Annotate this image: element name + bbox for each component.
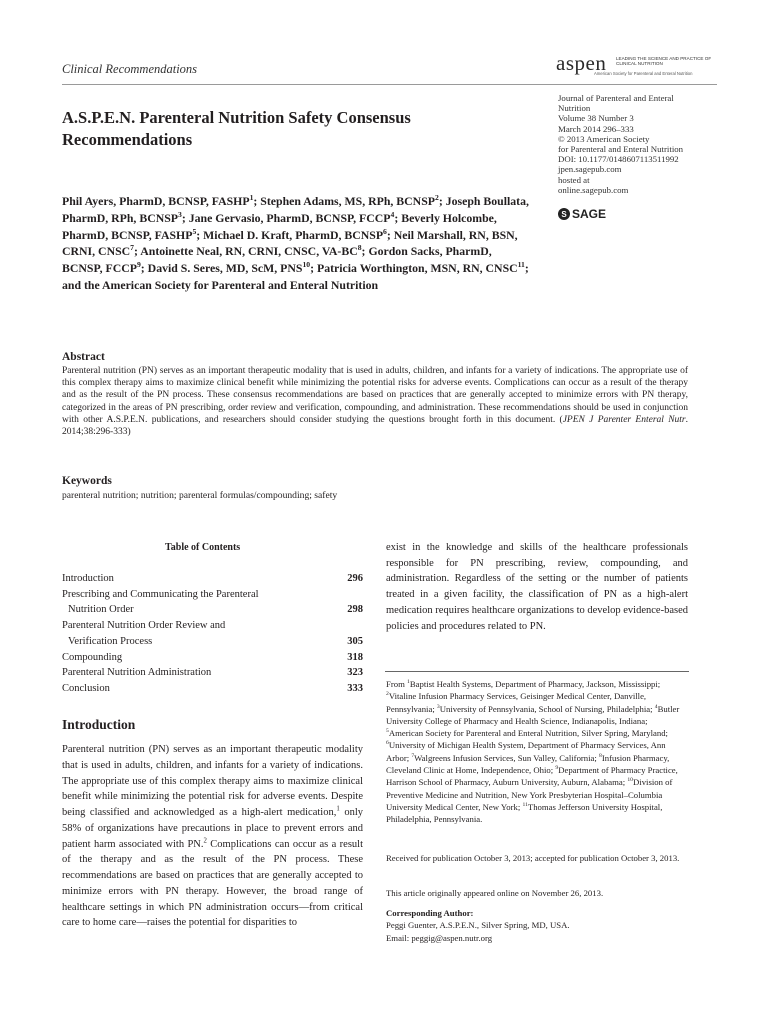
author-affiliation-sup: 1	[249, 193, 254, 203]
author-name: Phil Ayers, PharmD, BCNSP, FASHP	[62, 194, 250, 208]
toc-row[interactable]	[62, 681, 363, 697]
intro-heading: Introduction	[62, 717, 136, 732]
logo-word: aspen	[556, 51, 607, 75]
sage-logo	[558, 207, 606, 221]
affiliation-sup: 2	[386, 691, 389, 698]
toc-label: Compounding	[62, 651, 123, 663]
affiliation-sup: 8	[599, 752, 602, 759]
author-name: Michael D. Kraft, PharmD, BCNSP	[203, 227, 384, 242]
intro-text-1: Parenteral nutrition (PN) serves as an important therapeutic modality that is used in adults, children, and infants for a variety of indications. The appropriate use of this complex therapy aims to maximize clinical benefit while minimizing the potential risk for adverse events. Despite being classified and acknowledged as a high-alert medication,	[62, 744, 363, 818]
toc-label: Conclusion	[62, 682, 110, 694]
journal-line: online.sagepub.com	[558, 184, 629, 195]
keywords-body: parenteral nutrition; nutrition; parenteral formulas/compounding; safety	[62, 490, 338, 501]
logo-tagline: LEADING THE SCIENCE AND PRACTICE OF CLINICAL NUTRITION	[616, 56, 712, 67]
affiliation-text: Walgreens Infusion Services, Sun Valley, California;	[414, 752, 600, 763]
journal-line: March 2014 296–333	[558, 123, 634, 134]
abstract-text: Parenteral nutrition (PN) serves as an important therapeutic modality that is used in adults, children, and infants for a variety of indications. The appropriate use of this complex therapy aims to maximize clinical benefit while minimizing the potential risks for adverse events. Complications can occur as a result of the therapy and as the result of the PN process. These consensus recommendations are based on practices that are generally accepted to minimize errors with PN therapy, categorized in the areas of PN prescribing, order review and verification, compounding, and administration. These recommendations should be used in conjunction with other A.S.P.E.N. publications, and researchers should consider studying the questions brought forth in this document. (	[62, 366, 688, 425]
author-name: Joseph Boullata, PharmD, RPh, BCNSP	[62, 194, 529, 225]
author-affiliation-sup: 3	[178, 209, 182, 219]
author-affiliation-sup: 4	[390, 209, 395, 219]
logo-subline: American Society for Parenteral and Enteral Nutrition	[594, 71, 693, 76]
author-name: Stephen Adams, MS, RPh, BCNSP	[260, 194, 435, 208]
toc-label: Introduction	[62, 573, 114, 584]
author-affiliation-sup: 8	[357, 243, 362, 253]
affiliation-text: Infusion Pharmacy, Cleveland Clinic at Home, Independence, Ohio;	[386, 752, 670, 776]
toc-label: Parenteral Nutrition Administration	[62, 667, 212, 679]
header-rule	[62, 84, 717, 85]
affiliation-text: University of Michigan Health System, Department of Pharmacy Services, Ann Arbor;	[386, 740, 666, 763]
journal-line: Volume 38 Number 3	[558, 113, 634, 124]
affiliation-sup: 5	[386, 728, 389, 735]
corresponding-line: Peggi Guenter, A.S.P.E.N., Silver Spring, MD, USA.	[386, 920, 570, 931]
toc-label: Parenteral Nutrition Order Review and	[62, 620, 226, 632]
keywords-heading: Keywords	[62, 475, 112, 487]
right-column-text: exist in the knowledge and skills of the healthcare professionals responsible for PN prescribing, review, compounding, and administration. Regardless of the setting or the number of patients treated in a given facility, the classification of PN as a high-alert medication requires healthcare organizations to develop evidence-based policies and procedures related to PN.	[386, 542, 688, 632]
toc-page: 298	[347, 604, 363, 616]
journal-line: for Parenteral and Enteral Nutrition	[558, 144, 684, 155]
affiliation-text: Vitaline Infusion Pharmacy Services, Geisinger Medical Center, Danville, Pennsylvania;	[386, 691, 647, 714]
author-affiliation-sup: 2	[434, 193, 439, 203]
affiliation-text: Baptist Health Systems, Department of Pharmacy, Jackson, Mississippi;	[409, 679, 661, 689]
author-affiliation-sup: 7	[130, 243, 134, 253]
abstract-citation-rest: . 2014;38:296-333)	[62, 414, 689, 438]
toc-row[interactable]	[62, 571, 363, 587]
online-note: This article originally appeared online on November 26, 2013.	[386, 888, 604, 898]
journal-line: Journal of Parenteral and Enteral	[558, 93, 674, 103]
toc-row[interactable]	[62, 618, 363, 634]
affiliation-sup: 1	[407, 679, 410, 686]
sage-s-icon: S	[558, 208, 570, 220]
affiliation-sup: 4	[654, 703, 658, 710]
author-name: Beverly Holcombe, PharmD, BCNSP, FASHP	[62, 210, 497, 242]
author-name: Gordon Sacks, PharmD, BCNSP, FCCP	[62, 244, 492, 276]
section-label: Clinical Recommendations	[62, 62, 198, 76]
author-affiliation-sup: 10	[302, 260, 311, 270]
affiliation-text: Division of Preventive Medicine and Nutrition, New York Presbyterian Hospital–Columbia University Medical Center, New York;	[386, 777, 673, 812]
ref-2[interactable]: 2	[203, 837, 207, 844]
affiliation-text: Butler University College of Pharmacy and Health Science, Indianapolis, Indiana;	[386, 703, 680, 726]
affiliations: From $^1$Baptist Health Systems, Department of Pharmacy, Jackson, Mississippi; $^2$Vitaline Infusion Pharmacy Services, Geisinger Medical Center, Danville, Pennsylvania; $^3$University of Pennsylvania, School of Nursing, Philadelphia; $^4$Butler University College of Pharmacy and Health Science, Indianapolis, Indiana; $^5$American Society for Parenteral and Enteral Nutrition, Silver Spring, Maryland; $^6$University of Michigan Health System, Department of Pharmacy Services, Ann Arbor; $^7$Walgreens Infusion Services, Sun Valley, California; $^8$Infusion Pharmacy, Cleveland Clinic at Home, Independence, Ohio; $^9$Department of Pharmacy Practice, Harrison School of Pharmacy, Auburn University, Auburn, Alabama; $^{10}$Division of Preventive Medicine and Nutrition, New York Presbyterian Hospital–Columbia University Medical Center, New York; $^{11}$Thomas Jefferson University Hospital, Philadelphia, Pennsylvania.	[386, 679, 680, 825]
article-title: A.S.P.E.N. Parenteral Nutrition Safety Consensus Recommendations	[62, 108, 411, 149]
toc-row[interactable]	[62, 665, 363, 681]
author-name: David S. Seres, MD, ScM, PNS	[147, 261, 303, 276]
intro-text-3: Complications can occur as a result of the therapy and as the result of the PN process. These recommendations are based on practices that are generally accepted to minimize errors with PN therapy. However, the broad range of healthcare settings in which PN administration occurs—from critical care to home care—raises the potential for disparities to	[62, 838, 363, 929]
journal-line: Nutrition	[558, 103, 591, 114]
author-list: Phil Ayers, PharmD, BCNSP, FASHP$^1$; Stephen Adams, MS, RPh, BCNSP$^2$; Joseph Boullata, PharmD, RPh, BCNSP$^3$; Jane Gervasio, PharmD, BCNSP, FCCP$^4$; Beverly Holcombe, PharmD, BCNSP, FASHP$^5$; Michael D. Kraft, PharmD, BCNSP$^6$; Neil Marshall, RN, BSN, CRNI, CNSC$^7$; Antoinette Neal, RN, CRNI, CNSC, $VA-BC^8$; Gordon Sacks, PharmD, BCNSP, FCCP$^9$; David S. Seres, MD, ScM, PNS$^{10}$; Patricia Worthington, MSN, RN, CNSC$^{11}$; and the American Society for Parenteral and Enteral Nutrition	[62, 193, 529, 292]
received-note: Received for publication October 3, 2013; accepted for publication October 3, 2013.	[386, 853, 680, 863]
table-of-contents	[62, 571, 363, 697]
toc-page: 305	[347, 635, 363, 647]
corresponding-heading: Corresponding Author:	[386, 908, 474, 918]
toc-label: Verification Process	[68, 635, 153, 647]
toc-row[interactable]	[62, 650, 363, 666]
affiliation-text: Thomas Jefferson University Hospital, Philadelphia, Pennsylvania.	[386, 801, 663, 825]
intro-text-2: only 58% of organizations have precautions in place to prevent errors and patient harm associated with PN.	[62, 807, 363, 850]
sage-label: SAGE	[572, 207, 607, 221]
journal-line: hosted at	[558, 174, 590, 185]
toc-page: 318	[347, 651, 363, 663]
author-name: and the American Society for Parenteral and Enteral Nutrition	[62, 277, 379, 292]
author-name: Antoinette Neal, RN, CRNI, CNSC, VA-BC	[140, 244, 358, 259]
toc-row[interactable]	[62, 602, 363, 618]
toc-label: Prescribing and Communicating the Parenteral	[62, 588, 259, 600]
toc-page: 296	[347, 573, 363, 584]
affiliation-text: University of Pennsylvania, School of Nursing, Philadelphia;	[439, 703, 655, 714]
affiliation-text: American Society for Parenteral and Enteral Nutrition, Silver Spring, Maryland;	[388, 728, 668, 739]
affiliation-sup: 7	[411, 752, 415, 759]
affiliation-sup: 11	[522, 802, 528, 809]
affiliation-sup: 9	[555, 765, 559, 772]
toc-row[interactable]	[62, 587, 363, 603]
intro-body	[62, 742, 363, 931]
abstract-heading: Abstract	[62, 351, 105, 363]
abstract-body	[62, 365, 688, 438]
author-name: Patricia Worthington, MSN, RN, CNSC	[317, 261, 518, 276]
toc-page: 333	[347, 682, 363, 694]
affiliation-sup: 3	[436, 703, 440, 710]
affiliation-sup: 10	[627, 777, 633, 784]
ref-1[interactable]: 1	[336, 805, 340, 813]
author-affiliation-sup: 5	[192, 226, 197, 236]
author-affiliation-sup: 9	[136, 260, 141, 270]
author-affiliation-sup: 6	[383, 226, 387, 236]
author-name: Neil Marshall, RN, BSN, CRNI, CNSC	[62, 227, 518, 259]
toc-row[interactable]	[62, 634, 363, 650]
abstract-citation-journal: JPEN J Parenter Enteral Nutr	[562, 414, 686, 425]
toc-title: Table of Contents	[165, 542, 241, 553]
toc-label: Nutrition Order	[68, 604, 134, 616]
toc-page: 323	[347, 667, 363, 679]
journal-info	[558, 93, 708, 195]
affiliation-text: Department of Pharmacy Practice, Harrison School of Pharmacy, Auburn University, Auburn, Alabama;	[386, 765, 678, 788]
affiliation-sup: 6	[386, 740, 389, 747]
journal-line: DOI: 10.1177/0148607113511992	[558, 154, 679, 165]
aspen-logo	[556, 53, 716, 81]
author-affiliation-sup: 11	[517, 260, 525, 270]
footnote-rule	[385, 671, 689, 672]
corresponding-email[interactable]: Email: peggig@aspen.nutr.org	[386, 932, 493, 943]
journal-line: jpen.sagepub.com	[558, 164, 622, 175]
journal-line: © 2013 American Society	[558, 133, 650, 144]
corresponding-author	[386, 907, 686, 944]
author-name: Jane Gervasio, PharmD, BCNSP, FCCP	[188, 210, 391, 225]
